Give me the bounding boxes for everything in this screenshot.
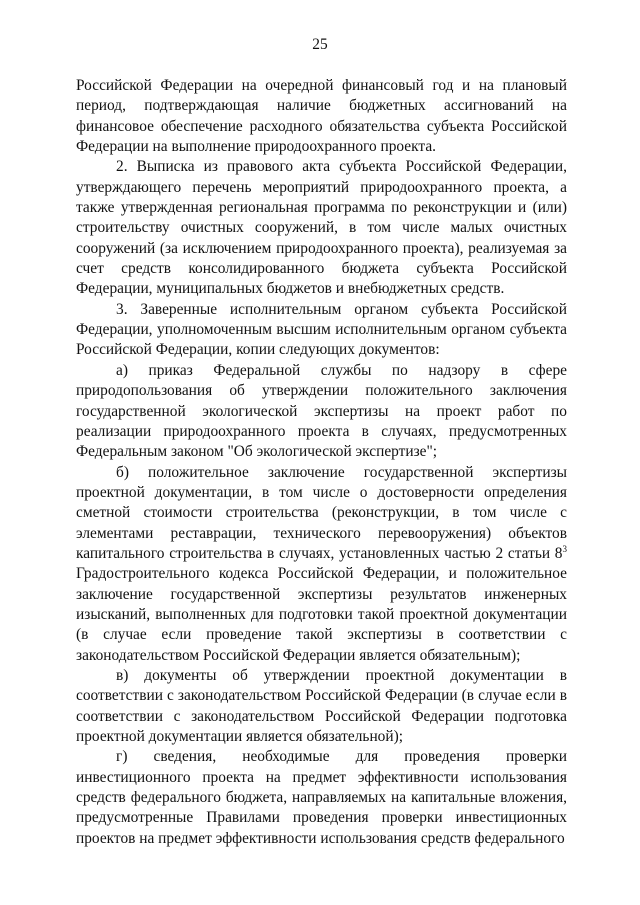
paragraph-item-3: 3. Заверенные исполнительным органом субъекта Российской Федерации, уполномоченным высшим исполнительным органом субъекта Российской Федерации, копии следующих документов: [76,300,567,359]
paragraph-subitem-g: г) сведения, необходимые для проведения проверки инвестиционного проекта на предмет эффективности использования средств федерального бюджета, направляемых на капитальные вложения, предусмотренные Правилами проведения проверки инвестиционных проектов на предмет эффективности использования средств федерального [76,748,567,847]
paragraph-continuation: Российской Федерации на очередной финансовый год и на плановый период, подтверждающая наличие бюджетных ассигнований на финансовое обеспечение расходного обязательства субъекта Российской Федерации на выполнение природоохранного проекта. [76,77,567,156]
page-number: 25 [312,36,328,53]
paragraph-subitem-v: в) документы об утверждении проектной документации в соответствии с законодательством Российской Федерации (в случае если в соответствии с законодательством Российской Федерации подготовка проектной документации является обязательной); [76,666,567,745]
superscript-article-number: 3 [562,543,567,554]
paragraph-subitem-a: а) приказ Федеральной службы по надзору в сфере природопользования об утверждении положительного заключения государственной экологической экспертизы на проект работ по реализации природоохранного проекта в случаях, предусмотренных Федеральным законом "Об экологической экспертизе"; [76,361,567,461]
paragraph-item-2: 2. Выписка из правового акта субъекта Российской Федерации, утверждающего перечень мероприятий природоохранного проекта, а также утвержденная региональная программа по реконструкции и (или) строительству очистных сооружений, в том числе малых очистных сооружений (за исключением природоохранного проекта), реализуемая за счет средств консолидированного бюджета субъекта Российской Федерации, муниципальных бюджетов и внебюджетных средств. [76,158,567,298]
document-body [76,76,567,849]
subitem-b-text-continued: Градостроительного кодекса Российской Федерации, и положительное заключение государственной экспертизы результатов инженерных изысканий, выполненных для подготовки такой проектной документации (в случае если проведение такой экспертизы в соответствии с законодательством Российской Федерации является обязательным); [76,565,567,664]
subitem-b-text: б) положительное заключение государственной экспертизы проектной документации, в том числе о достоверности определения сметной стоимости строительства (реконструкции, в том числе с элементами реставрации, технического перевооружения) объектов капитального строительства в случаях, установленных частью 2 статьи 8 [76,463,567,562]
paragraph-subitem-b [76,463,567,666]
